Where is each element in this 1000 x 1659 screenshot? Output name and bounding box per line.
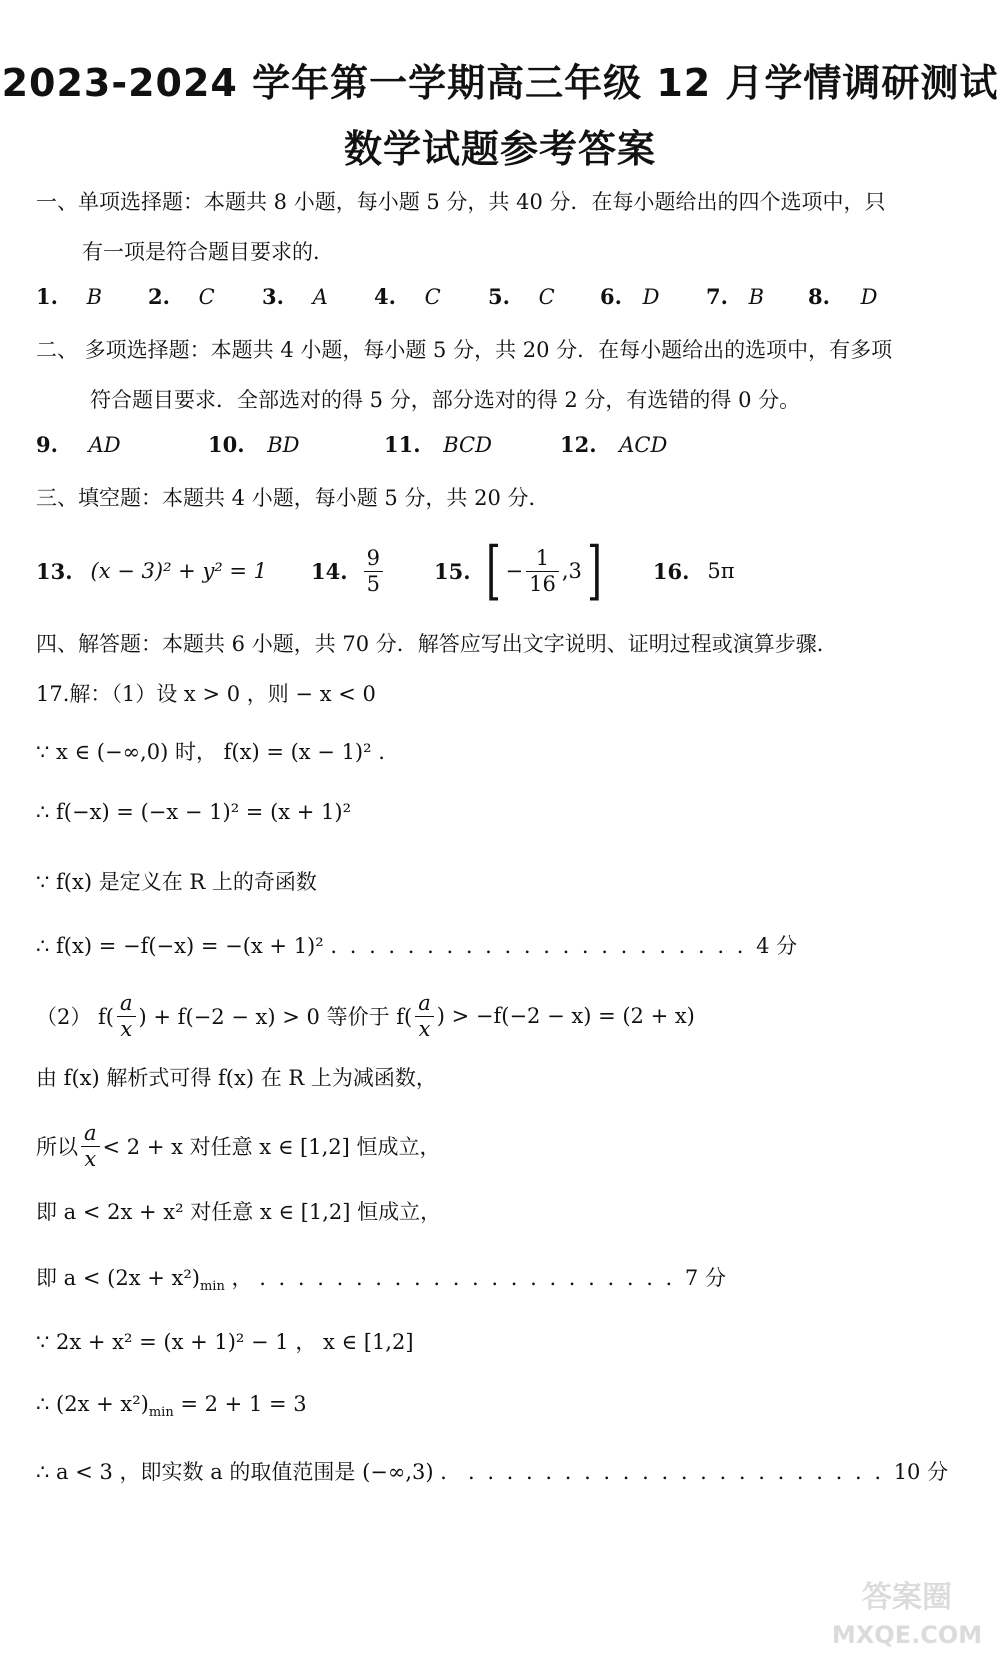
score-4: 4 分 [756,934,798,958]
q14-fraction [364,546,383,595]
mc-ans: D [860,285,878,309]
multi-ans: ACD [619,433,668,457]
mc-num: 2. [148,284,170,309]
solution-line-5-text: ∴ f(x) = −f(−x) = −(x + 1)² [36,934,324,958]
q15-numerator: 1 [526,546,559,571]
l6-pre: （2） f( [36,1005,115,1029]
score-7: 7 分 [684,1266,726,1290]
multi-num: 10. [208,432,245,457]
multi-answer-9 [36,432,121,457]
q15-fraction [526,546,559,595]
solution-line-13 [36,1456,948,1486]
multi-num: 12. [560,432,597,457]
multi-ans: AD [88,433,121,457]
mc-answer-1 [36,284,102,309]
solution-line-12 [36,1392,307,1420]
solution-line-3: ∴ f(−x) = (−x − 1)² = (x + 1)² [36,800,352,824]
q14-numerator: 9 [364,546,383,571]
q15-interval [481,534,607,608]
solution-line-5 [36,930,797,960]
l13-text: ∴ a < 3 ，即实数 a 的取值范围是 (−∞,3) ． [36,1460,462,1484]
mc-num: 5. [488,284,510,309]
l8-pre: 所以 [36,1135,78,1159]
mc-answer-3 [262,284,328,309]
solution-line-9: 即 a < 2x + x² 对任意 x ∈ [1,2] 恒成立， [36,1200,442,1224]
mc-answer-2 [148,284,215,309]
mc-num: 3. [262,284,284,309]
q15-tail: ,3 [561,559,582,583]
mc-num: 6. [600,284,622,309]
l6-frac1-den: x [120,1016,133,1041]
score-10: 10 分 [893,1460,949,1484]
l8-fraction [81,1121,100,1170]
mc-answer-5 [488,284,555,309]
mc-ans: B [86,285,103,309]
solution-line-6 [36,984,695,1048]
q15-minus: − [505,559,524,583]
l12-pre: ∴ (2x + x²) [36,1392,149,1416]
l10-pre: 即 a < (2x + x²) [36,1266,200,1290]
mc-answer-8 [808,284,877,309]
mc-num: 4. [374,284,396,309]
mc-num: 8. [808,284,830,309]
mc-num: 1. [36,284,58,309]
l6-frac2-den: x [418,1016,431,1041]
q13-num: 13. [36,558,73,584]
section3-heading: 三、填空题：本题共 4 小题，每小题 5 分，共 20 分． [36,486,550,510]
q15-denominator: 16 [529,571,556,596]
l8-frac-den: x [84,1146,97,1171]
multi-answer-12 [560,432,667,457]
dot-leader: . . . . . . . . . . . . . . . . . . . . . . [467,1460,894,1484]
l6-frac2-num: a [415,991,434,1016]
mc-ans: B [748,285,765,309]
l12-post: = 2 + 1 = 3 [173,1392,307,1416]
section1-heading-line2: 有一项是符合题目要求的． [82,240,334,264]
l12-sub: min [148,1405,174,1420]
multi-ans: BD [267,433,300,457]
section2-heading-line1: 二、 多项选择题：本题共 4 小题，每小题 5 分，共 20 分．在每小题给出的选项中，有多项 [36,338,893,362]
q16-answer: 5π [707,559,735,583]
mc-answer-6 [600,284,659,309]
l6-mid: ) + f(−2 − x) > 0 等价于 f( [138,1005,413,1029]
watermark-top: 答案圈 [862,1580,952,1615]
section1-heading-line1: 一、单项选择题：本题共 8 小题，每小题 5 分，共 40 分．在每小题给出的四个选项中，只 [36,190,886,214]
l10-post: ， [224,1266,253,1290]
l10-sub: min [199,1279,225,1294]
mc-ans: A [312,285,328,309]
watermark-logo [832,1573,982,1651]
l6-fraction-2 [415,991,434,1040]
q13-answer: (x − 3)² + y² = 1 [90,559,268,583]
fill-blank-row [36,536,735,606]
solution-line-7: 由 f(x) 解析式可得 f(x) 在 R 上为减函数， [36,1066,437,1090]
mc-ans: C [424,285,441,309]
mc-ans: C [198,285,215,309]
solution-line-2: ∵ x ∈ (−∞,0) 时， f(x) = (x − 1)² . [36,740,385,764]
solution-line-4: ∵ f(x) 是定义在 R 上的奇函数 [36,870,317,894]
l8-frac-num: a [81,1121,100,1146]
l6-end: ) > −f(−2 − x) = (2 + x) [436,1004,695,1028]
section4-heading: 四、解答题：本题共 6 小题，共 70 分．解答应写出文字说明、证明过程或演算步骤． [36,632,838,656]
multi-num: 9. [36,432,58,457]
right-bracket: ] [586,534,602,608]
solution-line-1: 17.解：（1）设 x > 0 ，则 − x < 0 [36,682,376,706]
dot-leader: . . . . . . . . . . . . . . . . . . . . . . [330,934,757,958]
mc-ans: D [642,285,660,309]
l8-post: < 2 + x 对任意 x ∈ [1,2] 恒成立， [102,1135,441,1159]
multi-num: 11. [384,432,421,457]
solution-line-10 [36,1262,726,1294]
left-bracket: [ [485,534,501,608]
mc-answer-4 [374,284,441,309]
mc-ans: C [538,285,555,309]
solution-line-11: ∵ 2x + x² = (x + 1)² − 1 ， x ∈ [1,2] [36,1330,414,1354]
solution-line-8 [36,1114,441,1178]
multi-answer-11 [384,432,492,457]
mc-answer-7 [706,284,764,309]
section2-heading-line2: 符合题目要求．全部选对的得 5 分，部分选对的得 2 分，有选错的得 0 分。 [90,388,801,412]
l6-frac1-num: a [117,991,136,1016]
l6-fraction-1 [117,991,136,1040]
q15-num: 15. [433,558,471,584]
title-line-1: 2023-2024 学年第一学期高三年级 12 月学情调研测试 [1,61,999,105]
multi-ans: BCD [443,433,492,457]
mc-num: 7. [706,284,728,309]
multi-answer-10 [208,432,300,457]
q14-num: 14. [311,558,348,584]
watermark-bottom: MXQE.COM [832,1621,982,1649]
q14-denominator: 5 [366,571,380,596]
dot-leader: . . . . . . . . . . . . . . . . . . . . . . [259,1266,685,1290]
q16-num: 16. [652,558,690,584]
title-line-2: 数学试题参考答案 [343,127,656,171]
